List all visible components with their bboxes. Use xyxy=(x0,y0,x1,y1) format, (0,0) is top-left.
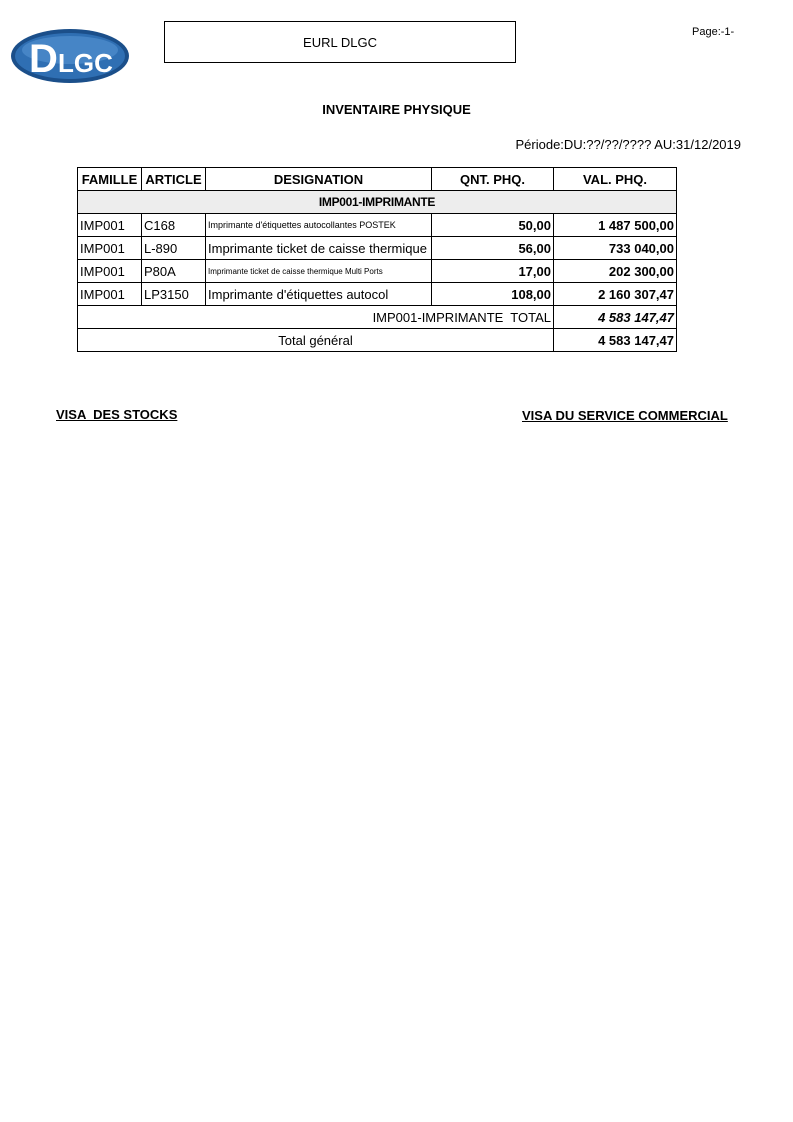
cell-article: P80A xyxy=(142,260,206,283)
visa-stocks-label: VISA DES STOCKS xyxy=(56,407,178,422)
cell-val: 733 040,00 xyxy=(554,237,677,260)
cell-designation: Imprimante d'étiquettes autocollantes POSTEK xyxy=(206,214,432,237)
group-total-value: 4 583 147,47 xyxy=(554,306,677,329)
cell-famille: IMP001 xyxy=(78,260,142,283)
group-total-label: IMP001-IMPRIMANTE TOTAL xyxy=(78,306,554,329)
col-qnt: QNT. PHQ. xyxy=(432,168,554,191)
group-label: IMP001-IMPRIMANTE xyxy=(78,191,677,214)
cell-article: LP3150 xyxy=(142,283,206,306)
cell-val: 202 300,00 xyxy=(554,260,677,283)
company-logo xyxy=(10,28,130,84)
cell-designation: Imprimante d'étiquettes autocol xyxy=(206,283,432,306)
cell-famille: IMP001 xyxy=(78,237,142,260)
cell-qnt: 17,00 xyxy=(432,260,554,283)
cell-val: 1 487 500,00 xyxy=(554,214,677,237)
table-row xyxy=(78,260,677,283)
table-row xyxy=(78,214,677,237)
cell-article: C168 xyxy=(142,214,206,237)
page-number: Page:-1- xyxy=(692,26,735,38)
cell-designation: Imprimante ticket de caisse thermique xyxy=(206,237,432,260)
svg-text:D: D xyxy=(29,37,58,81)
grand-total-row xyxy=(78,329,677,352)
col-article: ARTICLE xyxy=(142,168,206,191)
period-range: Période:DU:??/??/???? AU:31/12/2019 xyxy=(515,137,741,152)
cell-article: L-890 xyxy=(142,237,206,260)
table-header-row xyxy=(78,168,677,191)
col-famille: FAMILLE xyxy=(78,168,142,191)
table-row xyxy=(78,283,677,306)
company-name-box xyxy=(164,21,516,63)
col-val: VAL. PHQ. xyxy=(554,168,677,191)
group-total-row xyxy=(78,306,677,329)
grand-total-label: Total général xyxy=(78,329,554,352)
cell-qnt: 50,00 xyxy=(432,214,554,237)
visa-commercial-label: VISA DU SERVICE COMMERCIAL xyxy=(522,408,728,423)
svg-text:LGC: LGC xyxy=(58,48,113,78)
inventory-table xyxy=(77,167,677,352)
grand-total-value: 4 583 147,47 xyxy=(554,329,677,352)
document-title: INVENTAIRE PHYSIQUE xyxy=(322,102,471,117)
cell-designation: Imprimante ticket de caisse thermique Multi Ports xyxy=(206,260,432,283)
table-row xyxy=(78,237,677,260)
cell-qnt: 56,00 xyxy=(432,237,554,260)
cell-famille: IMP001 xyxy=(78,214,142,237)
col-designation: DESIGNATION xyxy=(206,168,432,191)
group-row xyxy=(78,191,677,214)
company-name: EURL DLGC xyxy=(303,34,377,50)
cell-qnt: 108,00 xyxy=(432,283,554,306)
cell-famille: IMP001 xyxy=(78,283,142,306)
cell-val: 2 160 307,47 xyxy=(554,283,677,306)
